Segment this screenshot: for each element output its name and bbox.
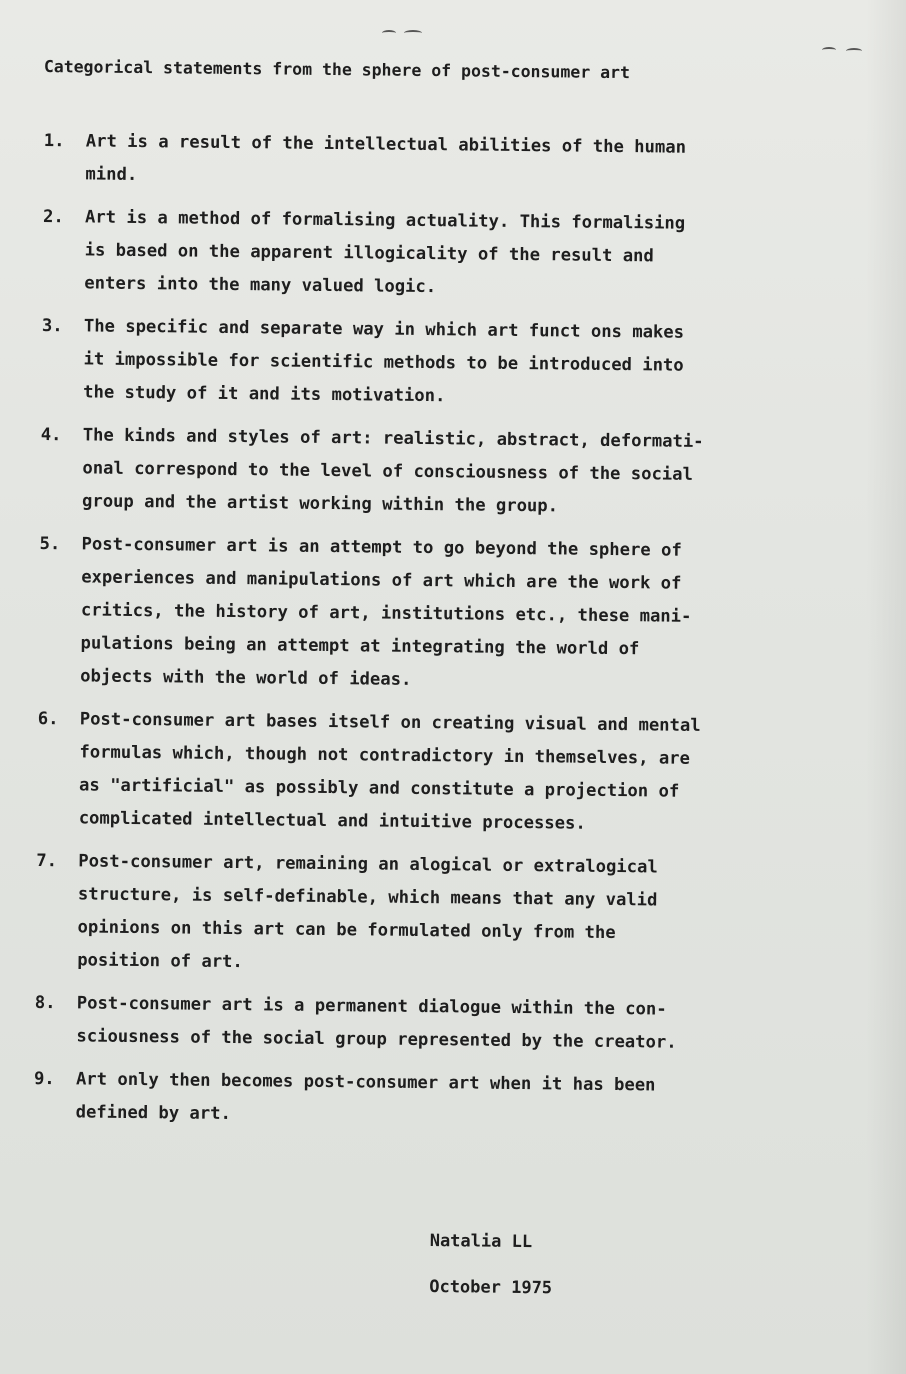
statement-item	[33, 1063, 870, 1138]
statement-number: 2.	[42, 206, 64, 228]
signature-block	[429, 1218, 553, 1311]
statement-text: The specific and separate way in which art funct ons makes it impossible for scientific methods to be introduced into the study of it and its motivation.	[83, 316, 685, 407]
statement-number: 3.	[41, 315, 63, 337]
statement-text: Post-consumer art, remaining an alogical or extralogical structure, is self-definable, which means that any valid opinions on this art can be formulated only from the position of art.	[77, 851, 658, 973]
statement-item	[40, 419, 877, 527]
statement-item	[34, 987, 871, 1062]
statement-text: Art is a result of the intellectual abilities of the human mind.	[85, 131, 687, 185]
ink-mark	[846, 48, 862, 54]
statement-text: Post-consumer art is an attempt to go beyond the sphere of experiences and manipulations of art which are the work of critics, the history of art, institutions etc., these mani- pulations being an attempt at integrating the world of objects with the world of ideas.	[80, 534, 692, 690]
statement-text: Post-consumer art bases itself on creating visual and mental formulas which, though not contradictory in themselves, are as "artificial" as possibly and constitute a projection of complicated intellectual and intuitive processes.	[78, 709, 701, 834]
statement-number: 1.	[43, 130, 65, 152]
statement-number: 7.	[36, 850, 58, 872]
statement-item	[42, 201, 879, 309]
statement-number: 4.	[40, 424, 62, 446]
statement-item	[41, 310, 878, 418]
document-date: October 1975	[429, 1276, 553, 1299]
statement-item	[35, 845, 872, 986]
statement-item	[43, 125, 880, 200]
statement-number: 5.	[39, 533, 61, 555]
statement-text: Art is a method of formalising actuality. This formalising is based on the apparent illogicality of the result and enters into the many valued logic.	[84, 207, 686, 298]
statement-number: 9.	[33, 1068, 55, 1090]
statement-number: 8.	[34, 992, 56, 1014]
ink-mark	[404, 30, 422, 36]
statement-text: The kinds and styles of art: realistic, abstract, deformati- onal correspond to the level of consciousness of the social group and the artist working within the group.	[81, 425, 704, 517]
statement-number: 6.	[37, 708, 59, 730]
statement-text: Art only then becomes post-consumer art when it has been defined by art.	[75, 1069, 656, 1125]
statement-item	[38, 528, 876, 702]
ink-mark	[382, 30, 396, 36]
statement-list	[33, 125, 880, 1148]
statement-text: Post-consumer art is a permanent dialogue within the con- sciousness of the social group represented by the creator.	[76, 993, 677, 1053]
ink-mark	[822, 47, 836, 53]
document-title: Categorical statements from the sphere of post-consumer art	[43, 56, 631, 83]
author-name: Natalia LL	[429, 1230, 533, 1253]
statement-item	[37, 703, 874, 844]
